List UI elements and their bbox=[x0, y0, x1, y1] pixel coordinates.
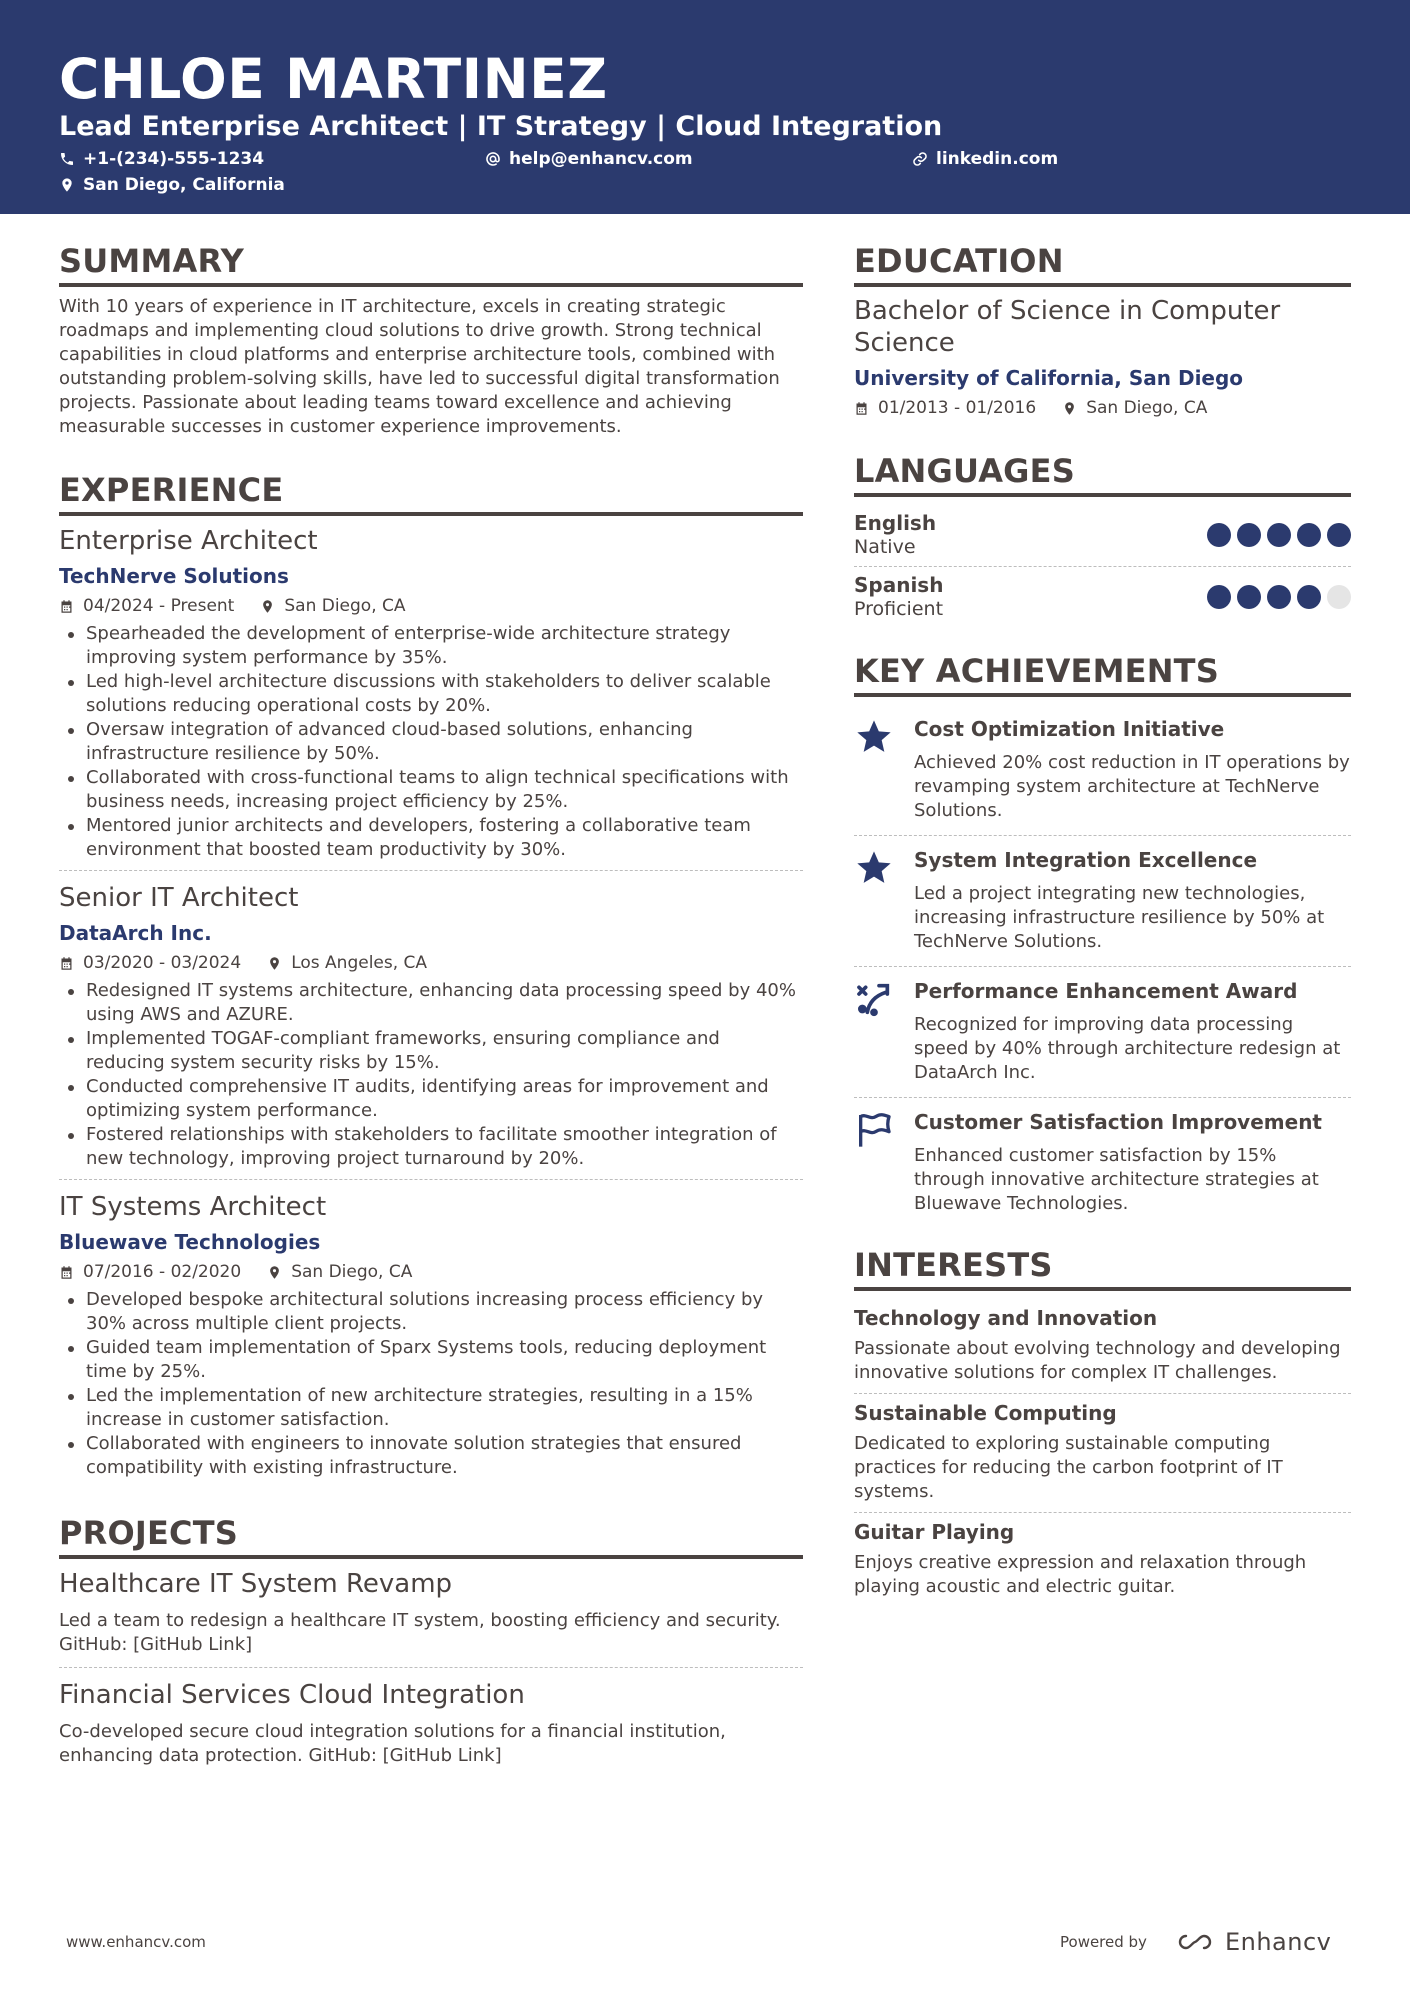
interest-description: Dedicated to exploring sustainable computing practices for reducing the carbon footprint of IT systems. bbox=[854, 1433, 1283, 1502]
powered-by-text: Powered by bbox=[1060, 1933, 1147, 1951]
job-bullet: Collaborated with cross-functional teams to align technical specifications with business needs, increasing project efficiency by 25%. bbox=[59, 766, 803, 814]
phone-icon bbox=[59, 151, 75, 167]
project-title: Financial Services Cloud Integration bbox=[59, 1680, 525, 1710]
education-section bbox=[854, 240, 1351, 420]
contact-phone[interactable] bbox=[59, 147, 264, 171]
job-bullet: Led the implementation of new architecture strategies, resulting in a 15% increase in customer satisfaction. bbox=[59, 1384, 803, 1432]
interest-entry bbox=[854, 1299, 1351, 1393]
job-location bbox=[267, 1260, 412, 1284]
job-bullet: Spearheaded the development of enterprise-wide architecture strategy improving system performance by 35%. bbox=[59, 622, 803, 670]
job-bullets bbox=[59, 622, 803, 862]
summary-heading: SUMMARY bbox=[59, 240, 803, 287]
interest-entry bbox=[854, 1512, 1351, 1607]
linkedin-text: linkedin.com bbox=[936, 149, 1059, 169]
education-meta bbox=[854, 396, 1351, 420]
calendar-icon bbox=[854, 401, 869, 416]
languages-heading: LANGUAGES bbox=[854, 450, 1351, 497]
achievement-title: Cost Optimization Initiative bbox=[914, 717, 1225, 741]
footer-website[interactable]: www.enhancv.com bbox=[66, 1933, 206, 1951]
job-entry bbox=[59, 524, 803, 870]
language-level: Proficient bbox=[854, 598, 944, 620]
achievement-description: Led a project integrating new technologies, increasing infrastructure resilience by 50% at TechNerve Solutions. bbox=[914, 883, 1325, 952]
location-pin-icon bbox=[1062, 401, 1077, 416]
star-icon bbox=[854, 848, 894, 888]
rating-dot-filled bbox=[1267, 585, 1291, 609]
job-company: DataArch Inc. bbox=[59, 921, 212, 945]
link-icon bbox=[912, 151, 928, 167]
language-rating bbox=[1207, 523, 1351, 547]
flag-icon bbox=[854, 1110, 894, 1150]
job-bullets bbox=[59, 979, 803, 1171]
location-pin-icon bbox=[260, 599, 275, 614]
location-text: San Diego, California bbox=[83, 175, 285, 195]
calendar-icon bbox=[59, 956, 74, 971]
achievements-section bbox=[854, 650, 1351, 1228]
achievement-title: Customer Satisfaction Improvement bbox=[914, 1110, 1322, 1134]
interest-title: Guitar Playing bbox=[854, 1520, 1015, 1544]
school-name: University of California, San Diego bbox=[854, 366, 1244, 390]
candidate-name: CHLOE MARTINEZ bbox=[59, 47, 608, 111]
job-role: Senior IT Architect bbox=[59, 883, 299, 913]
language-row bbox=[854, 566, 1351, 628]
interest-description: Passionate about evolving technology and developing innovative solutions for complex IT challenges. bbox=[854, 1338, 1341, 1383]
job-dates: 07/2016 - 02/2020 bbox=[83, 1262, 242, 1282]
interests-section bbox=[854, 1244, 1351, 1607]
experience-section bbox=[59, 469, 803, 1488]
job-entry bbox=[59, 870, 803, 1179]
job-role: IT Systems Architect bbox=[59, 1192, 327, 1222]
job-dates: 04/2024 - Present bbox=[83, 596, 235, 616]
interests-heading: INTERESTS bbox=[854, 1244, 1351, 1291]
brand-name: Enhancv bbox=[1224, 1928, 1332, 1956]
contact-location bbox=[59, 173, 285, 197]
education-location bbox=[1062, 396, 1207, 420]
education-heading: EDUCATION bbox=[854, 240, 1351, 287]
rating-dot-filled bbox=[1327, 523, 1351, 547]
resume-header bbox=[0, 0, 1410, 214]
job-meta bbox=[59, 1260, 803, 1284]
job-bullet: Guided team implementation of Sparx Systems tools, reducing deployment time by 25%. bbox=[59, 1336, 803, 1384]
enhancv-logo-icon bbox=[1173, 1930, 1217, 1954]
job-location-text: San Diego, CA bbox=[291, 1262, 413, 1282]
language-row bbox=[854, 505, 1351, 566]
star-icon bbox=[854, 717, 894, 757]
rating-dot-filled bbox=[1207, 585, 1231, 609]
language-rating bbox=[1207, 585, 1351, 609]
projects-heading: PROJECTS bbox=[59, 1512, 803, 1559]
email-text: help@enhancv.com bbox=[509, 149, 693, 169]
job-role: Enterprise Architect bbox=[59, 526, 318, 556]
contact-email[interactable] bbox=[485, 147, 693, 171]
project-entry bbox=[59, 1567, 803, 1667]
achievement-entry bbox=[854, 705, 1351, 835]
job-bullet: Mentored junior architects and developers, fostering a collaborative team environment that boosted team productivity by 30%. bbox=[59, 814, 803, 862]
job-bullets bbox=[59, 1288, 803, 1480]
summary-text: With 10 years of experience in IT architecture, excels in creating strategic roadmaps and implementing cloud solutions to drive growth. Strong technical capabilities in cloud platforms and enterprise architecture tools, combined with outstanding problem-solving skills, have led to successful digital transformation projects. Passionate about leading teams toward excellence and achieving measurable successes in customer experience improvements. bbox=[59, 296, 780, 437]
rating-dot-filled bbox=[1237, 523, 1261, 547]
right-column bbox=[854, 240, 1351, 1607]
project-title: Healthcare IT System Revamp bbox=[59, 1569, 453, 1599]
achievement-description: Achieved 20% cost reduction in IT operations by revamping system architecture at TechNerve Solutions. bbox=[914, 752, 1350, 821]
job-meta bbox=[59, 951, 803, 975]
language-level: Native bbox=[854, 536, 916, 558]
education-dates: 01/2013 - 01/2016 bbox=[878, 398, 1037, 418]
at-icon bbox=[485, 151, 501, 167]
job-location bbox=[267, 951, 427, 975]
achievements-heading: KEY ACHIEVEMENTS bbox=[854, 650, 1351, 697]
rating-dot-filled bbox=[1267, 523, 1291, 547]
calendar-icon bbox=[59, 1265, 74, 1280]
job-company: Bluewave Technologies bbox=[59, 1230, 321, 1254]
achievement-entry bbox=[854, 835, 1351, 966]
left-column bbox=[59, 240, 803, 1778]
language-name: Spanish bbox=[854, 573, 944, 597]
degree-title: Bachelor of Science in Computer Science bbox=[854, 296, 1281, 358]
languages-section bbox=[854, 450, 1351, 628]
rating-dot-filled bbox=[1207, 523, 1231, 547]
job-location-text: San Diego, CA bbox=[284, 596, 406, 616]
interest-description: Enjoys creative expression and relaxation through playing acoustic and electric guitar. bbox=[854, 1552, 1307, 1597]
rating-dot-filled bbox=[1297, 585, 1321, 609]
contact-linkedin[interactable] bbox=[912, 147, 1058, 171]
calendar-icon bbox=[59, 599, 74, 614]
rating-dot-filled bbox=[1297, 523, 1321, 547]
achievement-entry bbox=[854, 966, 1351, 1097]
footer-branding[interactable] bbox=[1060, 1928, 1331, 1956]
job-location-text: Los Angeles, CA bbox=[291, 953, 428, 973]
project-entry bbox=[59, 1667, 803, 1778]
achievement-title: Performance Enhancement Award bbox=[914, 979, 1298, 1003]
education-location-text: San Diego, CA bbox=[1086, 398, 1208, 418]
location-pin-icon bbox=[59, 177, 75, 193]
job-location bbox=[260, 594, 405, 618]
summary-section bbox=[59, 240, 803, 439]
achievement-description: Enhanced customer satisfaction by 15% through innovative architecture strategies at Bluewave Technologies. bbox=[914, 1145, 1319, 1214]
job-entry bbox=[59, 1179, 803, 1488]
project-description: Co-developed secure cloud integration solutions for a financial institution, enhancing data protection. GitHub: [GitHub Link] bbox=[59, 1721, 726, 1766]
achievement-entry bbox=[854, 1097, 1351, 1228]
job-bullet: Oversaw integration of advanced cloud-based solutions, enhancing infrastructure resilience by 50%. bbox=[59, 718, 803, 766]
job-bullet: Redesigned IT systems architecture, enhancing data processing speed by 40% using AWS and AZURE. bbox=[59, 979, 803, 1027]
phone-text: +1-(234)-555-1234 bbox=[83, 149, 265, 169]
candidate-title: Lead Enterprise Architect | IT Strategy | Cloud Integration bbox=[59, 111, 943, 142]
job-bullet: Collaborated with engineers to innovate solution strategies that ensured compatibility with existing infrastructure. bbox=[59, 1432, 803, 1480]
strategy-arrow-icon bbox=[854, 979, 894, 1019]
projects-section bbox=[59, 1512, 803, 1778]
rating-dot-filled bbox=[1237, 585, 1261, 609]
job-bullet: Implemented TOGAF-compliant frameworks, ensuring compliance and reducing system security risks by 15%. bbox=[59, 1027, 803, 1075]
job-bullet: Led high-level architecture discussions with stakeholders to deliver scalable solutions reducing operational costs by 20%. bbox=[59, 670, 803, 718]
job-company: TechNerve Solutions bbox=[59, 564, 289, 588]
achievement-description: Recognized for improving data processing speed by 40% through architecture redesign at DataArch Inc. bbox=[914, 1014, 1341, 1083]
interest-title: Technology and Innovation bbox=[854, 1306, 1158, 1330]
interest-entry bbox=[854, 1393, 1351, 1512]
experience-heading: EXPERIENCE bbox=[59, 469, 803, 516]
interest-title: Sustainable Computing bbox=[854, 1401, 1117, 1425]
job-bullet: Conducted comprehensive IT audits, identifying areas for improvement and optimizing system performance. bbox=[59, 1075, 803, 1123]
job-dates: 03/2020 - 03/2024 bbox=[83, 953, 242, 973]
language-name: English bbox=[854, 511, 937, 535]
location-pin-icon bbox=[267, 1265, 282, 1280]
job-bullet: Developed bespoke architectural solutions increasing process efficiency by 30% across multiple client projects. bbox=[59, 1288, 803, 1336]
achievement-title: System Integration Excellence bbox=[914, 848, 1258, 872]
location-pin-icon bbox=[267, 956, 282, 971]
project-description: Led a team to redesign a healthcare IT system, boosting efficiency and security. GitHub: [GitHub Link] bbox=[59, 1610, 781, 1655]
job-bullet: Fostered relationships with stakeholders to facilitate smoother integration of new technology, improving project turnaround by 20%. bbox=[59, 1123, 803, 1171]
job-meta bbox=[59, 594, 803, 618]
rating-dot-empty bbox=[1327, 585, 1351, 609]
